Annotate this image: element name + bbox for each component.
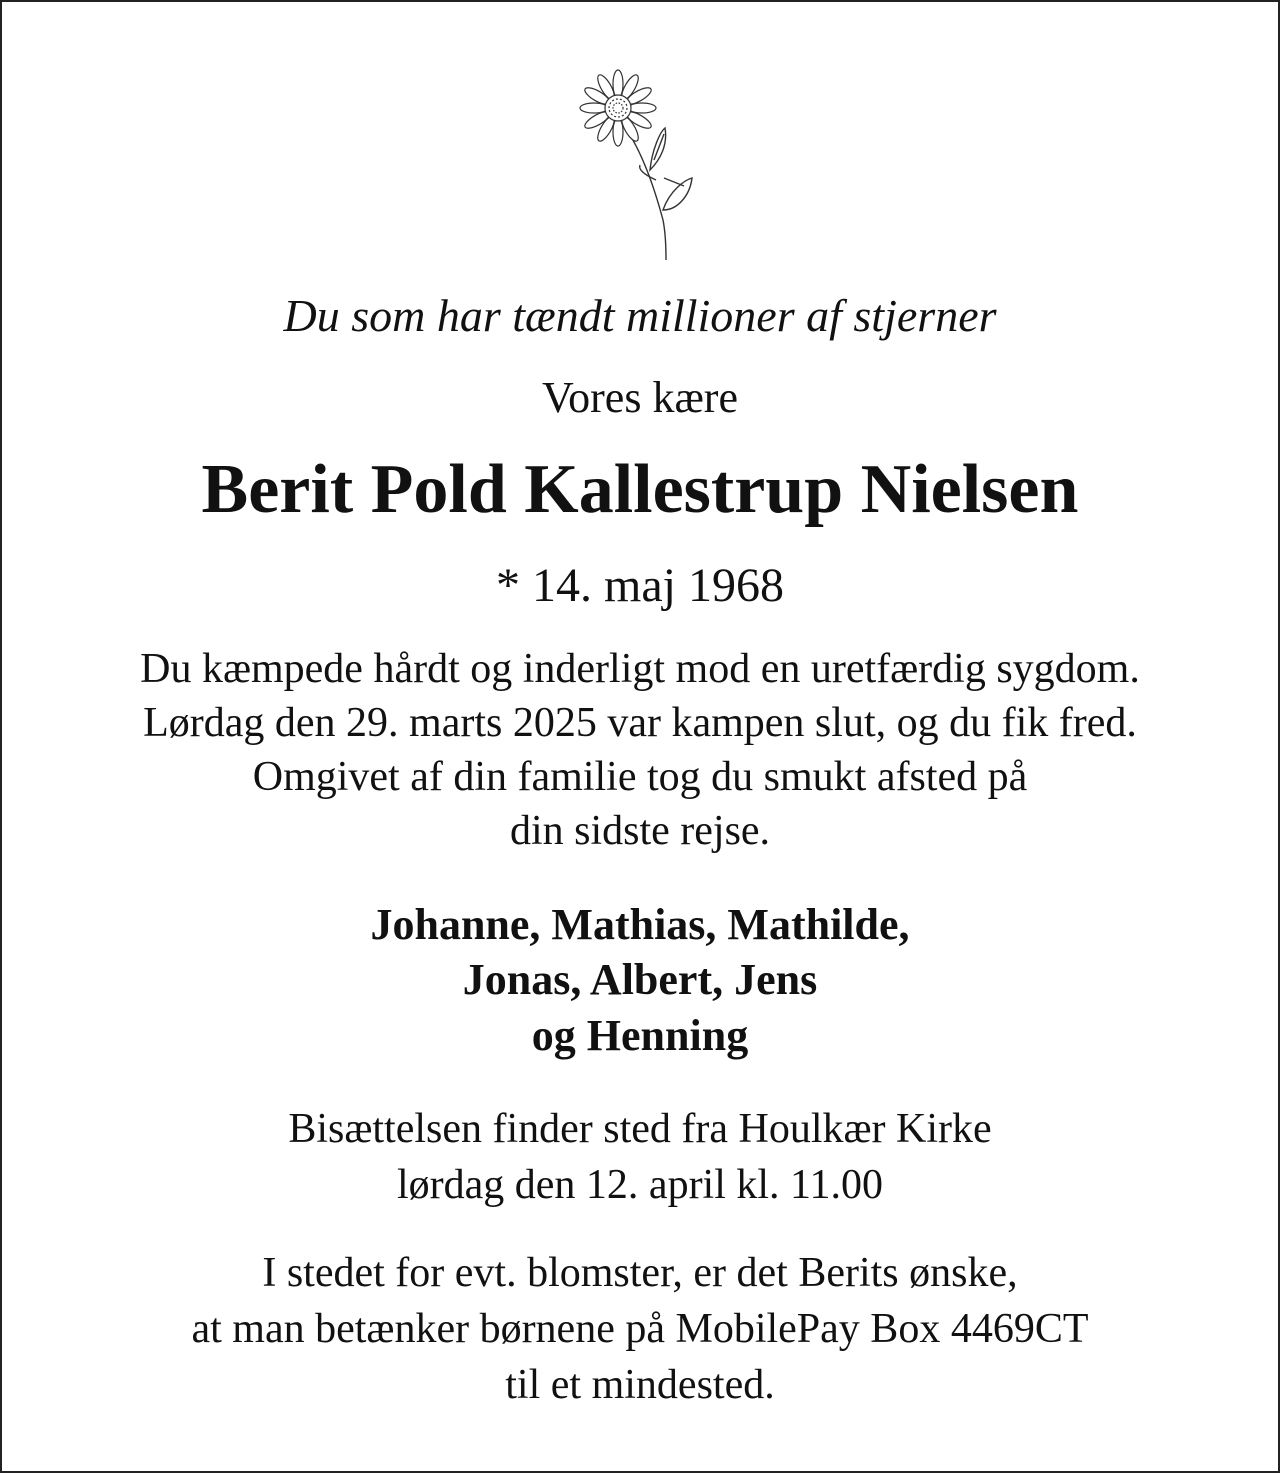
service-line: lørdag den 12. april kl. 11.00 <box>396 1162 883 1208</box>
message-line: Lørdag den 29. marts 2025 var kampen slut, og du fik fred. <box>143 700 1137 746</box>
service-line: Bisættelsen finder sted fra Houlkær Kirke <box>288 1106 992 1152</box>
birth-date: * 14. maj 1968 <box>496 559 784 612</box>
greeting-line: Vores kære <box>542 373 738 422</box>
donation-line: I stedet for evt. blomster, er det Berits ønske, <box>262 1250 1018 1296</box>
message-line: Omgivet af din familie tog du smukt afsted på <box>252 754 1028 800</box>
message-line: din sidste rejse. <box>509 808 771 854</box>
deceased-name: Berit Pold Kallestrup Nielsen <box>201 451 1079 528</box>
sunflower-icon <box>560 60 720 265</box>
donation-line: til et mindested. <box>505 1362 775 1408</box>
verse-line: Du som har tændt millioner af stjerner <box>283 290 997 341</box>
message-line: Du kæmpede hårdt og inderligt mod en uretfærdig sygdom. <box>140 646 1140 692</box>
donation-line: at man betænker børnene på MobilePay Box 4469CT <box>191 1306 1089 1352</box>
family-line: og Henning <box>531 1011 749 1060</box>
family-line: Johanne, Mathias, Mathilde, <box>370 900 910 949</box>
family-line: Jonas, Albert, Jens <box>462 955 818 1004</box>
